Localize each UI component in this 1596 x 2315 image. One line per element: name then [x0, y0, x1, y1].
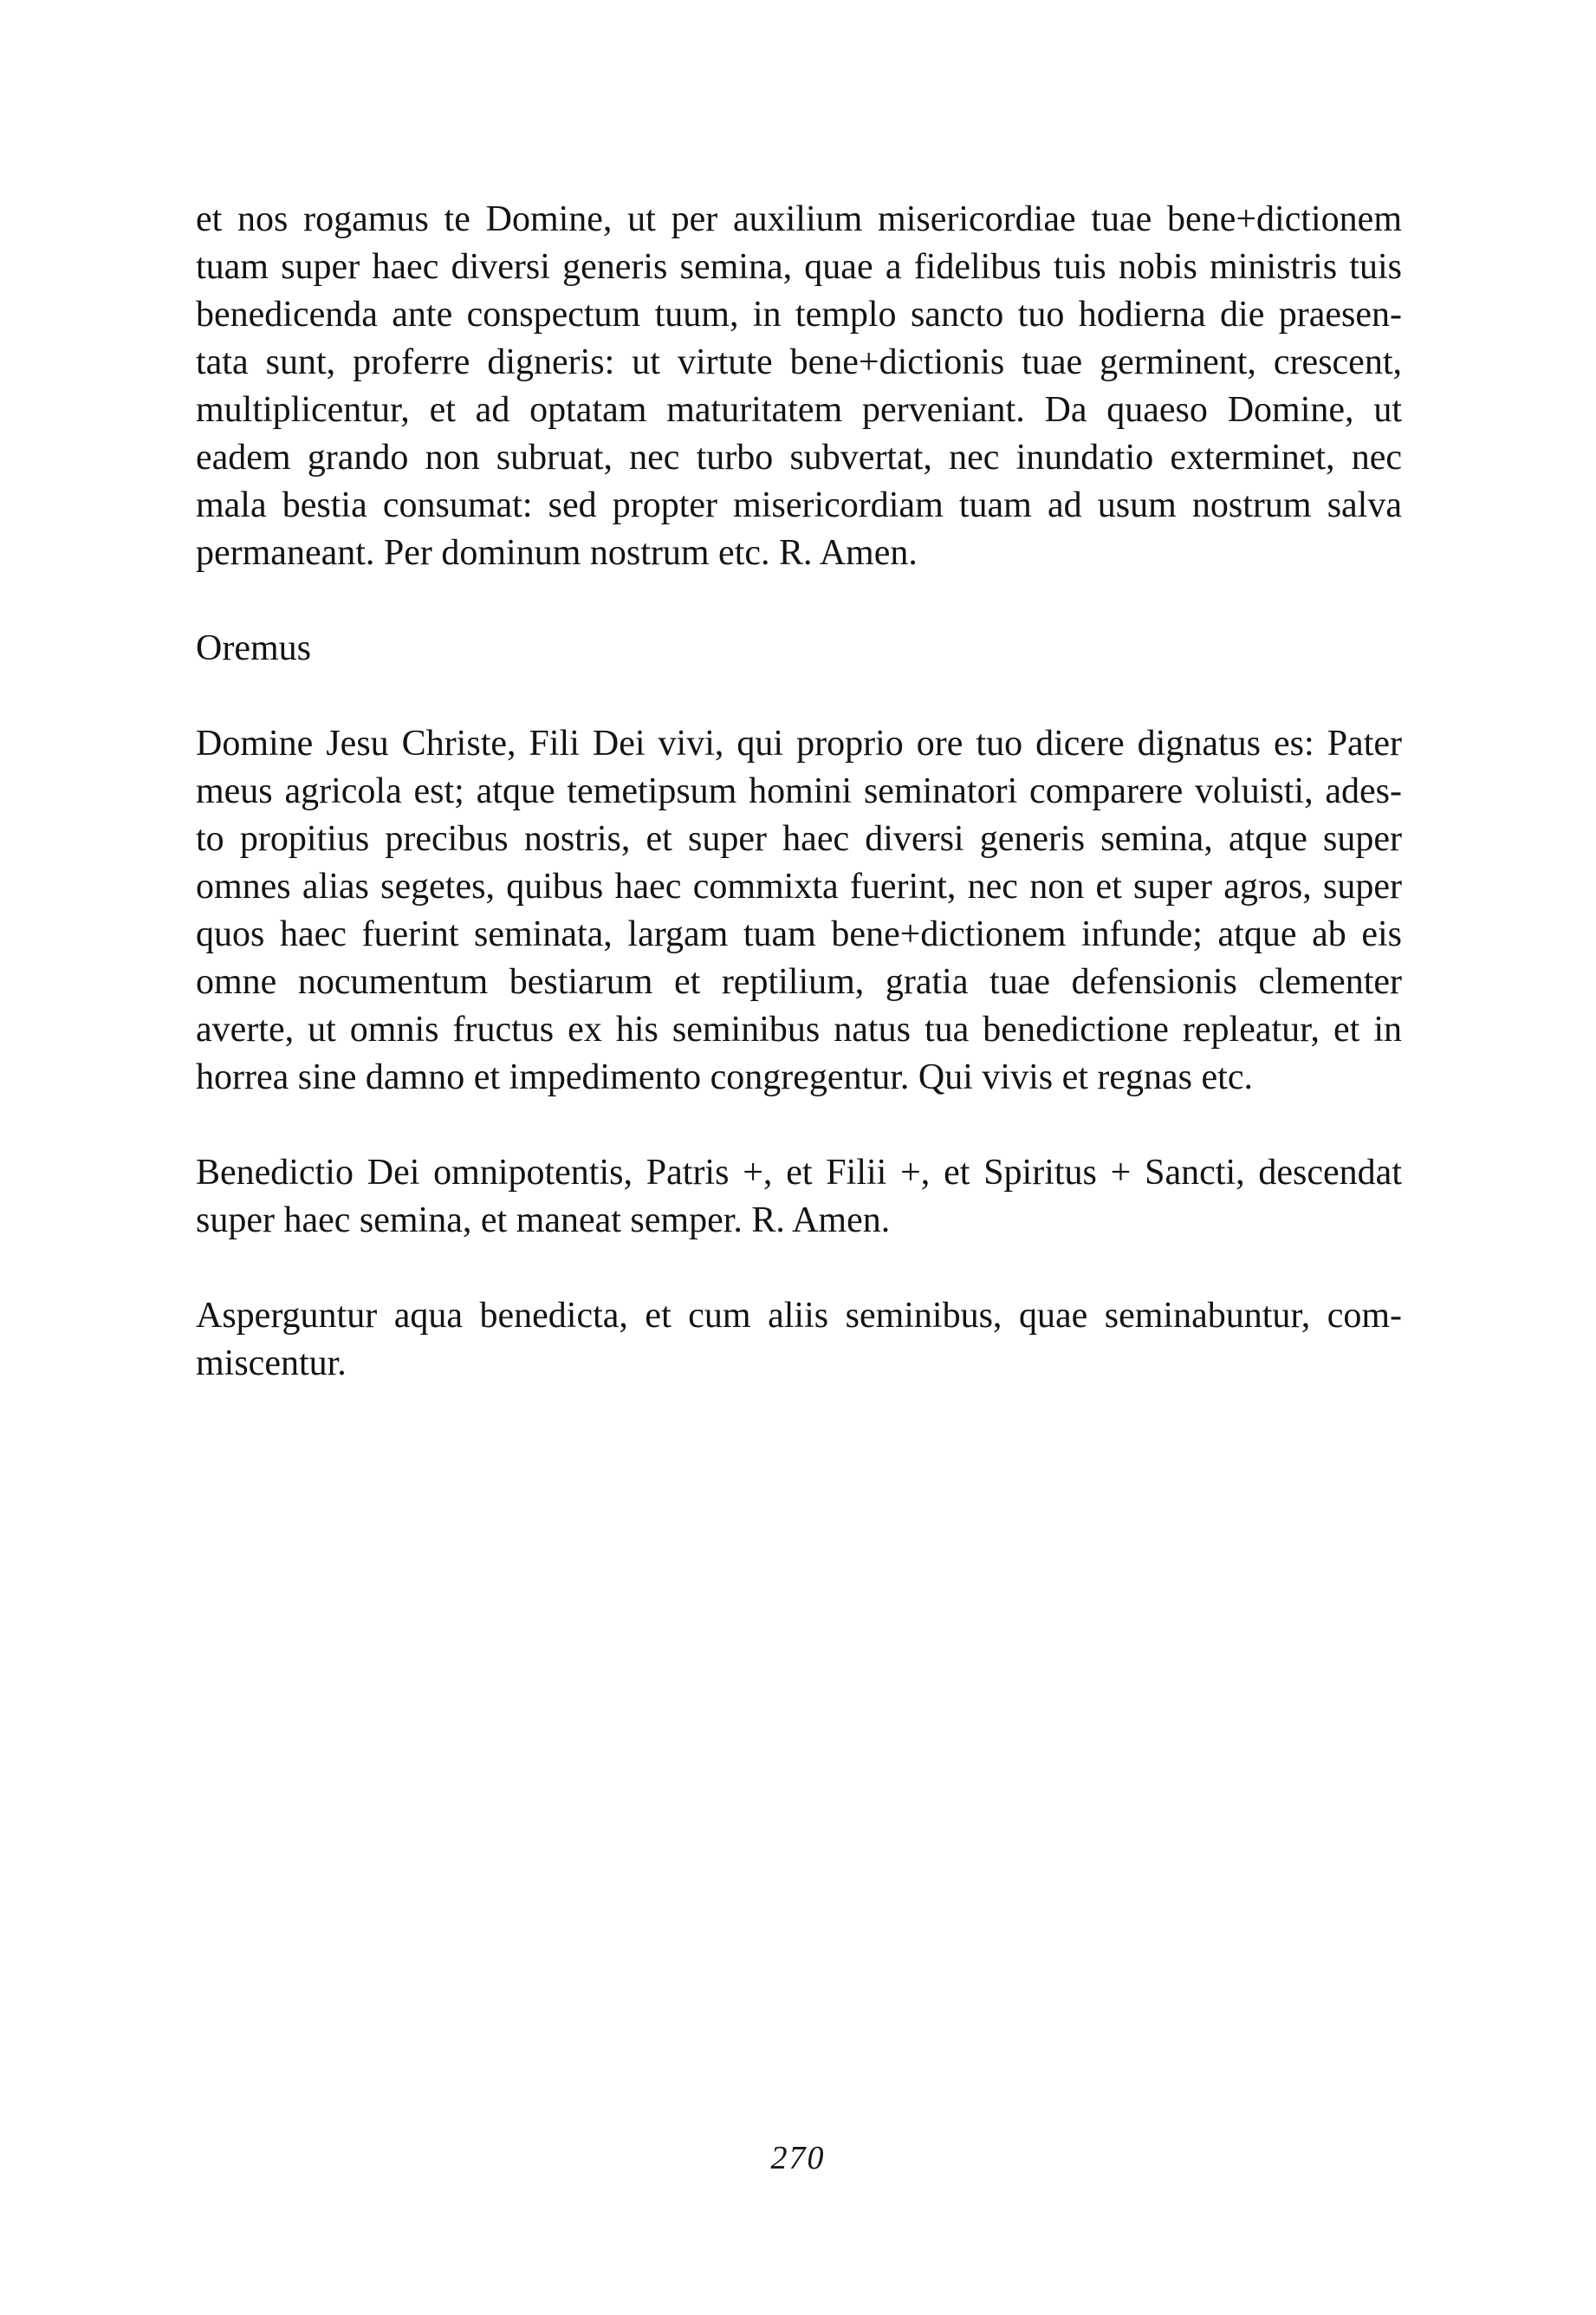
paragraph-benedictio [196, 1149, 1402, 1245]
text-line: meus agricola est; atque temetipsum homini seminatori comparere voluisti, ades- [196, 771, 1402, 811]
text-line: averte, ut omnis fructus ex his seminibus natus tua benedictione repleatur, et in [196, 1010, 1402, 1050]
text-line: miscentur. [196, 1343, 347, 1383]
text-line: super haec semina, et maneat semper. R. Amen. [196, 1200, 891, 1240]
text-line: Domine Jesu Christe, Fili Dei vivi, qui proprio ore tuo dicere dignatus es: Pater [196, 724, 1402, 764]
text-line: quos haec fuerint seminata, largam tuam bene+dictionem infunde; atque ab eis [196, 914, 1402, 954]
paragraph-prayer [196, 720, 1402, 1102]
text-line: Oremus [196, 628, 311, 668]
text-block [196, 196, 1402, 1435]
text-line: benedicenda ante conspectum tuum, in templo sancto tuo hodierna die praesen- [196, 295, 1402, 335]
text-line: multiplicentur, et ad optatam maturitatem perveniant. Da quaeso Domine, ut [196, 390, 1402, 430]
text-line: omnes alias segetes, quibus haec commixta fuerint, nec non et super agros, super [196, 867, 1402, 907]
text-line: et nos rogamus te Domine, ut per auxilium misericordiae tuae bene+dictionem [196, 199, 1402, 239]
text-line: Benedictio Dei omnipotentis, Patris +, et Filii +, et Spiritus + Sancti, descendat [196, 1153, 1402, 1193]
paragraph-blessing-1 [196, 196, 1402, 577]
text-line: omne nocumentum bestiarum et reptilium, gratia tuae defensionis clementer [196, 962, 1402, 1002]
text-line: tata sunt, proferre digneris: ut virtute bene+dictionis tuae germinent, crescent, [196, 342, 1402, 382]
text-line: to propitius precibus nostris, et super haec diversi generis semina, atque super [196, 819, 1402, 859]
text-line: permaneant. Per dominum nostrum etc. R. Amen. [196, 533, 918, 573]
text-line: Asperguntur aqua benedicta, et cum aliis seminibus, quae seminabuntur, com- [196, 1296, 1402, 1336]
text-line: eadem grando non subruat, nec turbo subvertat, nec inundatio exterminet, nec [196, 438, 1402, 478]
text-line: mala bestia consumat: sed propter misericordiam tuam ad usum nostrum salva [196, 485, 1402, 525]
text-line: horrea sine damno et impedimento congregentur. Qui vivis et regnas etc. [196, 1057, 1253, 1097]
paragraph-oremus [196, 625, 1402, 673]
paragraph-rubric [196, 1292, 1402, 1388]
page-number: 270 [770, 2140, 826, 2176]
text-line: tuam super haec diversi generis semina, quae a fidelibus tuis nobis ministris tuis [196, 247, 1402, 287]
